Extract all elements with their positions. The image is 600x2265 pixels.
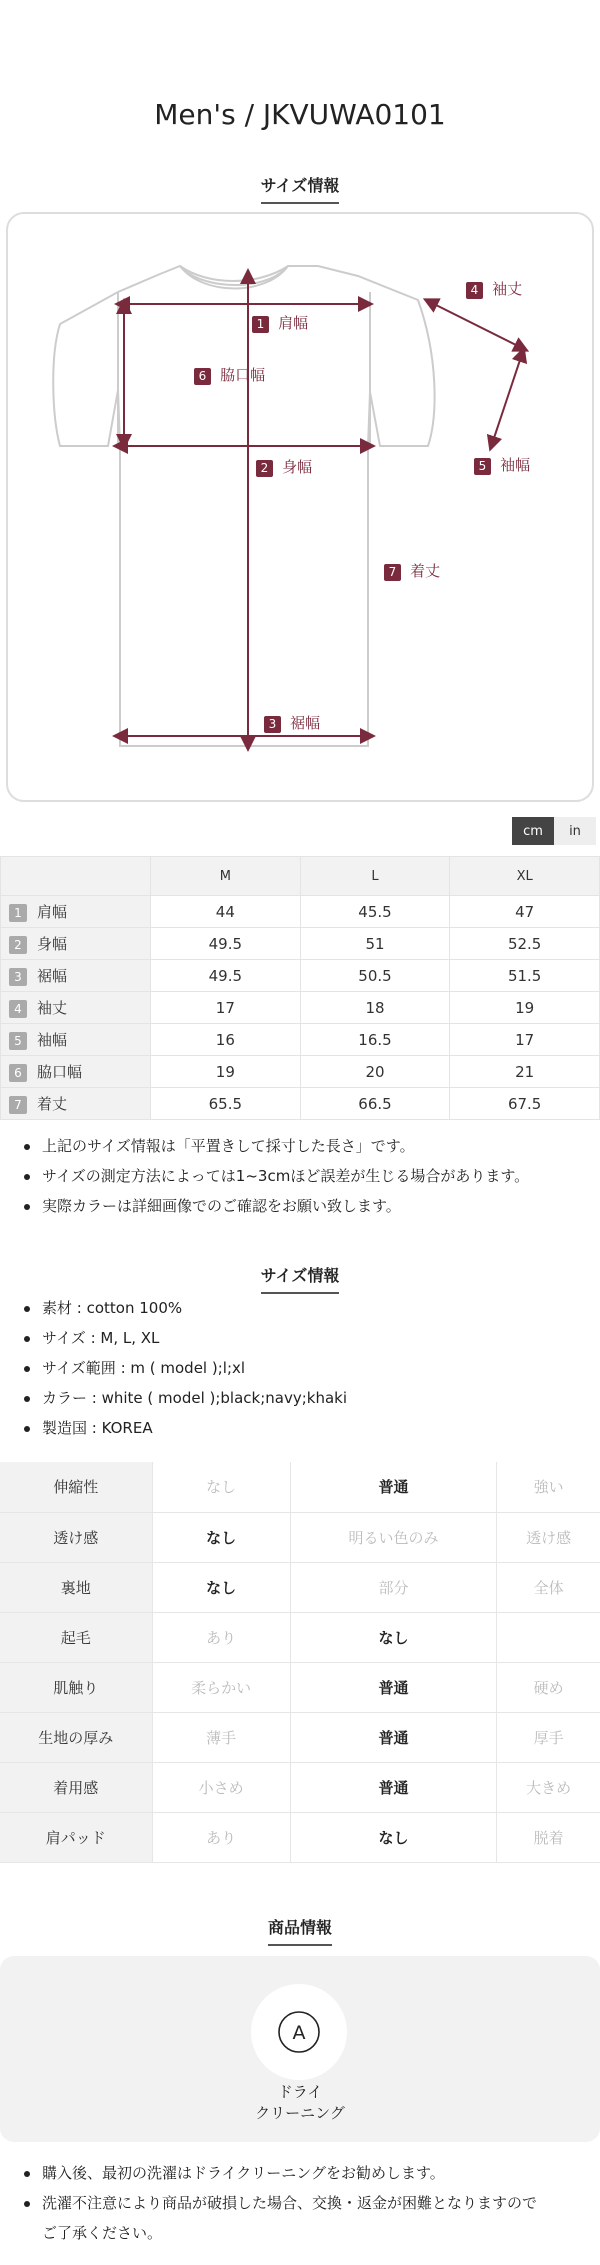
size-cell: 67.5 bbox=[450, 1088, 600, 1120]
size-row-label bbox=[1, 960, 151, 992]
size-cell: 16 bbox=[151, 1024, 301, 1056]
table-row bbox=[0, 1462, 600, 1512]
feel-option: 小さめ bbox=[152, 1762, 290, 1812]
size-diagram bbox=[6, 212, 594, 802]
unit-in-button[interactable]: in bbox=[554, 817, 596, 845]
size-cell: 17 bbox=[151, 992, 301, 1024]
size-cell: 65.5 bbox=[151, 1088, 301, 1120]
list-item: サイズの測定方法によっては1~3cmほど誤差が生じる場合があります。 bbox=[22, 1161, 592, 1191]
size-cell: 21 bbox=[450, 1056, 600, 1088]
row-number-badge: 2 bbox=[9, 936, 27, 954]
row-label-text: 肩幅 bbox=[37, 903, 68, 921]
list-item: 実際カラーは詳細画像でのご確認をお願い致します。 bbox=[22, 1191, 592, 1221]
size-row-label bbox=[1, 1024, 151, 1056]
svg-text:A: A bbox=[292, 2022, 306, 2044]
feel-option-selected: なし bbox=[152, 1562, 290, 1612]
table-row bbox=[1, 1056, 600, 1088]
unit-toggle bbox=[512, 817, 596, 845]
table-row bbox=[1, 960, 600, 992]
size-column-header: XL bbox=[450, 857, 600, 896]
feel-option: 強い bbox=[497, 1462, 600, 1512]
size-cell: 51.5 bbox=[450, 960, 600, 992]
table-row bbox=[1, 1024, 600, 1056]
size-cell: 17 bbox=[450, 1024, 600, 1056]
row-number-badge: 1 bbox=[9, 904, 27, 922]
row-label-text: 着丈 bbox=[37, 1095, 68, 1113]
list-item: サイズ : M, L, XL bbox=[22, 1323, 592, 1353]
feel-option: 厚手 bbox=[497, 1712, 600, 1762]
row-label-text: 裾幅 bbox=[37, 967, 68, 985]
table-row bbox=[0, 1562, 600, 1612]
list-item: ご了承ください。 bbox=[42, 2224, 163, 2242]
size-cell: 44 bbox=[151, 896, 301, 928]
product-section-heading: 商品情報 bbox=[0, 1915, 600, 1946]
row-number-badge: 4 bbox=[9, 1000, 27, 1018]
table-row bbox=[1, 896, 600, 928]
size-cell: 52.5 bbox=[450, 928, 600, 960]
size-row-label bbox=[1, 1056, 151, 1088]
feel-option-selected: 普通 bbox=[290, 1712, 496, 1762]
list-item: 購入後、最初の洗濯はドライクリーニングをお勧めします。 bbox=[22, 2158, 592, 2188]
feel-option-selected: 普通 bbox=[290, 1662, 496, 1712]
row-number-badge: 7 bbox=[9, 1096, 27, 1114]
list-item: 素材 : cotton 100% bbox=[22, 1293, 592, 1323]
feel-option bbox=[497, 1612, 600, 1662]
feel-row-label: 透け感 bbox=[0, 1512, 152, 1562]
size-cell: 51 bbox=[300, 928, 450, 960]
table-row bbox=[0, 1512, 600, 1562]
row-number-badge: 5 bbox=[9, 1032, 27, 1050]
diagram-label-1: 1 肩幅 bbox=[252, 312, 308, 333]
feel-option-selected: なし bbox=[290, 1812, 496, 1862]
size-cell: 66.5 bbox=[300, 1088, 450, 1120]
row-label-text: 袖幅 bbox=[37, 1031, 68, 1049]
size-cell: 19 bbox=[450, 992, 600, 1024]
table-row bbox=[1, 992, 600, 1024]
size-cell: 16.5 bbox=[300, 1024, 450, 1056]
tshirt-outline bbox=[53, 266, 434, 746]
list-item: 製造国 : KOREA bbox=[22, 1413, 592, 1443]
size-cell: 20 bbox=[300, 1056, 450, 1088]
diagram-label-3: 3 裾幅 bbox=[264, 712, 320, 733]
dry-cleaning-icon bbox=[251, 1984, 347, 2080]
list-item: サイズ範囲 : m ( model );l;xl bbox=[22, 1353, 592, 1383]
table-row bbox=[0, 1662, 600, 1712]
care-symbol-circle bbox=[251, 1984, 347, 2080]
table-row bbox=[1, 1088, 600, 1120]
row-label-text: 身幅 bbox=[37, 935, 68, 953]
size-cell: 50.5 bbox=[300, 960, 450, 992]
diagram-label-5: 5 袖幅 bbox=[474, 454, 530, 475]
feel-row-label: 生地の厚み bbox=[0, 1712, 152, 1762]
feel-option: なし bbox=[152, 1462, 290, 1512]
feel-option: 薄手 bbox=[152, 1712, 290, 1762]
feel-option: あり bbox=[152, 1812, 290, 1862]
spec-section-heading: サイズ情報 bbox=[0, 1263, 600, 1294]
care-label: ドライ クリーニング bbox=[255, 2083, 345, 2122]
feel-row-label: 肌触り bbox=[0, 1662, 152, 1712]
size-column-header: M bbox=[151, 857, 301, 896]
feel-option-selected: なし bbox=[290, 1612, 496, 1662]
size-cell: 47 bbox=[450, 896, 600, 928]
row-number-badge: 6 bbox=[9, 1064, 27, 1082]
row-label-text: 袖丈 bbox=[37, 999, 68, 1017]
size-cell: 49.5 bbox=[151, 960, 301, 992]
size-row-label bbox=[1, 992, 151, 1024]
feel-row-label: 起毛 bbox=[0, 1612, 152, 1662]
feel-option: 部分 bbox=[290, 1562, 496, 1612]
size-notes-list bbox=[22, 1131, 592, 1221]
table-row bbox=[1, 928, 600, 960]
size-table-corner bbox=[1, 857, 151, 896]
size-row-label bbox=[1, 1088, 151, 1120]
list-item: 上記のサイズ情報は「平置きして採寸した長さ」です。 bbox=[22, 1131, 592, 1161]
table-row bbox=[0, 1812, 600, 1862]
feel-option: 硬め bbox=[497, 1662, 600, 1712]
size-section-heading: サイズ情報 bbox=[0, 173, 600, 204]
feel-option: 透け感 bbox=[497, 1512, 600, 1562]
diagram-label-6: 6 脇口幅 bbox=[194, 364, 265, 385]
spec-list bbox=[22, 1293, 592, 1443]
table-row bbox=[0, 1612, 600, 1662]
size-cell: 45.5 bbox=[300, 896, 450, 928]
table-row bbox=[0, 1762, 600, 1812]
feel-option: あり bbox=[152, 1612, 290, 1662]
feel-option-selected: 普通 bbox=[290, 1762, 496, 1812]
feel-option: 明るい色のみ bbox=[290, 1512, 496, 1562]
feel-option: 全体 bbox=[497, 1562, 600, 1612]
feel-option: 大きめ bbox=[497, 1762, 600, 1812]
feel-option: 脱着 bbox=[497, 1812, 600, 1862]
row-number-badge: 3 bbox=[9, 968, 27, 986]
list-item: 洗濯不注意により商品が破損した場合、交換・返金が困難となりますので bbox=[22, 2188, 592, 2218]
size-cell: 49.5 bbox=[151, 928, 301, 960]
size-column-header: L bbox=[300, 857, 450, 896]
feel-option-selected: なし bbox=[152, 1512, 290, 1562]
feel-row-label: 着用感 bbox=[0, 1762, 152, 1812]
diagram-label-7: 7 着丈 bbox=[384, 560, 440, 581]
diagram-label-4: 4 袖丈 bbox=[466, 278, 522, 299]
unit-cm-button[interactable]: cm bbox=[512, 817, 554, 845]
feel-row-label: 伸縮性 bbox=[0, 1462, 152, 1512]
feel-option-selected: 普通 bbox=[290, 1462, 496, 1512]
size-table bbox=[0, 856, 600, 1120]
size-cell: 18 bbox=[300, 992, 450, 1024]
size-cell: 19 bbox=[151, 1056, 301, 1088]
diagram-label-2: 2 身幅 bbox=[256, 456, 312, 477]
size-row-label bbox=[1, 928, 151, 960]
size-row-label bbox=[1, 896, 151, 928]
feel-option: 柔らかい bbox=[152, 1662, 290, 1712]
care-notes-list bbox=[22, 2158, 592, 2248]
page-title: Men's / JKVUWA0101 bbox=[154, 98, 446, 131]
feel-row-label: 肩パッド bbox=[0, 1812, 152, 1862]
table-row bbox=[0, 1712, 600, 1762]
fabric-feel-table bbox=[0, 1462, 600, 1863]
list-item: カラー : white ( model );black;navy;khaki bbox=[22, 1383, 592, 1413]
feel-row-label: 裏地 bbox=[0, 1562, 152, 1612]
row-label-text: 脇口幅 bbox=[37, 1063, 83, 1081]
